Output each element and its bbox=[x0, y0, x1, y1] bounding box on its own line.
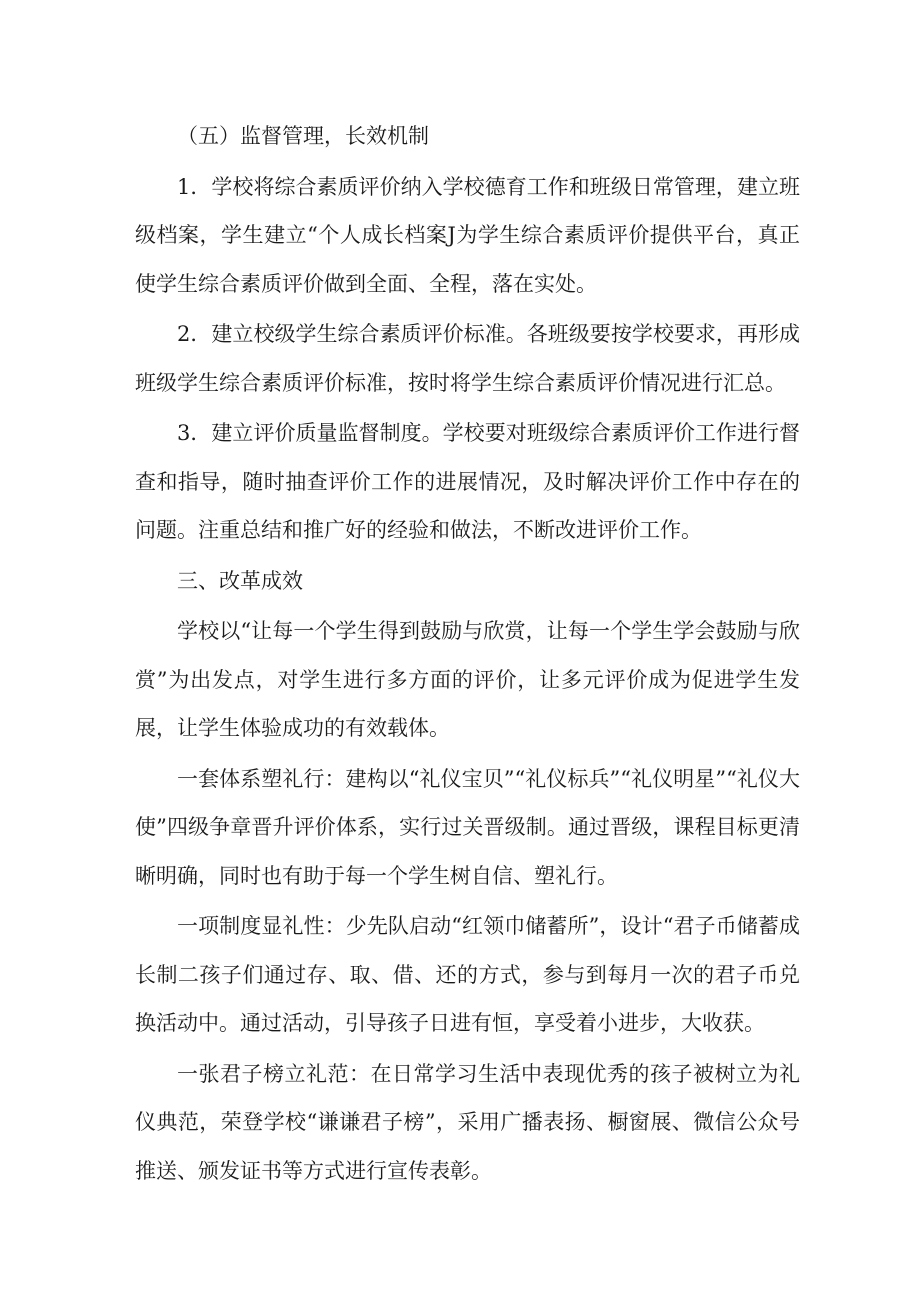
document-body bbox=[135, 112, 800, 1197]
paragraph-intro: 学校以“让每一个学生得到鼓励与欣赏，让每一个学生学会鼓励与欣赏”为出发点，对学生进行多方面的评价，让多元评价成为促进学生发展，让学生体验成功的有效载体。 bbox=[135, 619, 800, 740]
paragraph-item-2: 2．建立校级学生综合素质评价标准。各班级要按学校要求，再形成班级学生综合素质评价标准，按时将学生综合素质评价情况进行汇总。 bbox=[135, 322, 800, 395]
paragraph-item-3: 3．建立评价质量监督制度。学校要对班级综合素质评价工作进行督查和指导，随时抽查评价工作的进展情况，及时解决评价工作中存在的问题。注重总结和推广好的经验和做法，不断改进评价工作。 bbox=[135, 421, 800, 542]
paragraph-item-1: 1．学校将综合素质评价纳入学校德育工作和班级日常管理，建立班级档案，学生建立“个人成长档案J为学生综合素质评价提供平台，真正使学生综合素质评价做到全面、全程，落在实处。 bbox=[135, 174, 800, 296]
paragraph-policy: 一项制度显礼性：少先队启动“红领巾储蓄所”，设计“君子币储蓄成长制二孩子们通过存、取、借、还的方式，参与到每月一次的君子币兑换活动中。通过活动，引导孩子日进有恒，享受着小进步，大收获。 bbox=[135, 914, 800, 1035]
paragraph-honor-list: 一张君子榜立礼范：在日常学习生活中表现优秀的孩子被树立为礼仪典范，荣登学校“谦谦君子榜”，采用广播表扬、橱窗展、微信公众号推送、颁发证书等方式进行宣传表彰。 bbox=[135, 1061, 800, 1183]
paragraph-system: 一套体系塑礼行：建构以“礼仪宝贝”“礼仪标兵”“礼仪明星”“礼仪大使”四级争章晋升评价体系，实行过关晋级制。通过晋级，课程目标更清晰明确，同时也有助于每一个学生树自信、塑礼行。 bbox=[135, 766, 800, 888]
section-heading-reform-results: 三、改革成效 bbox=[177, 568, 303, 593]
section-heading-supervision: （五）监督管理，长效机制 bbox=[177, 124, 429, 148]
